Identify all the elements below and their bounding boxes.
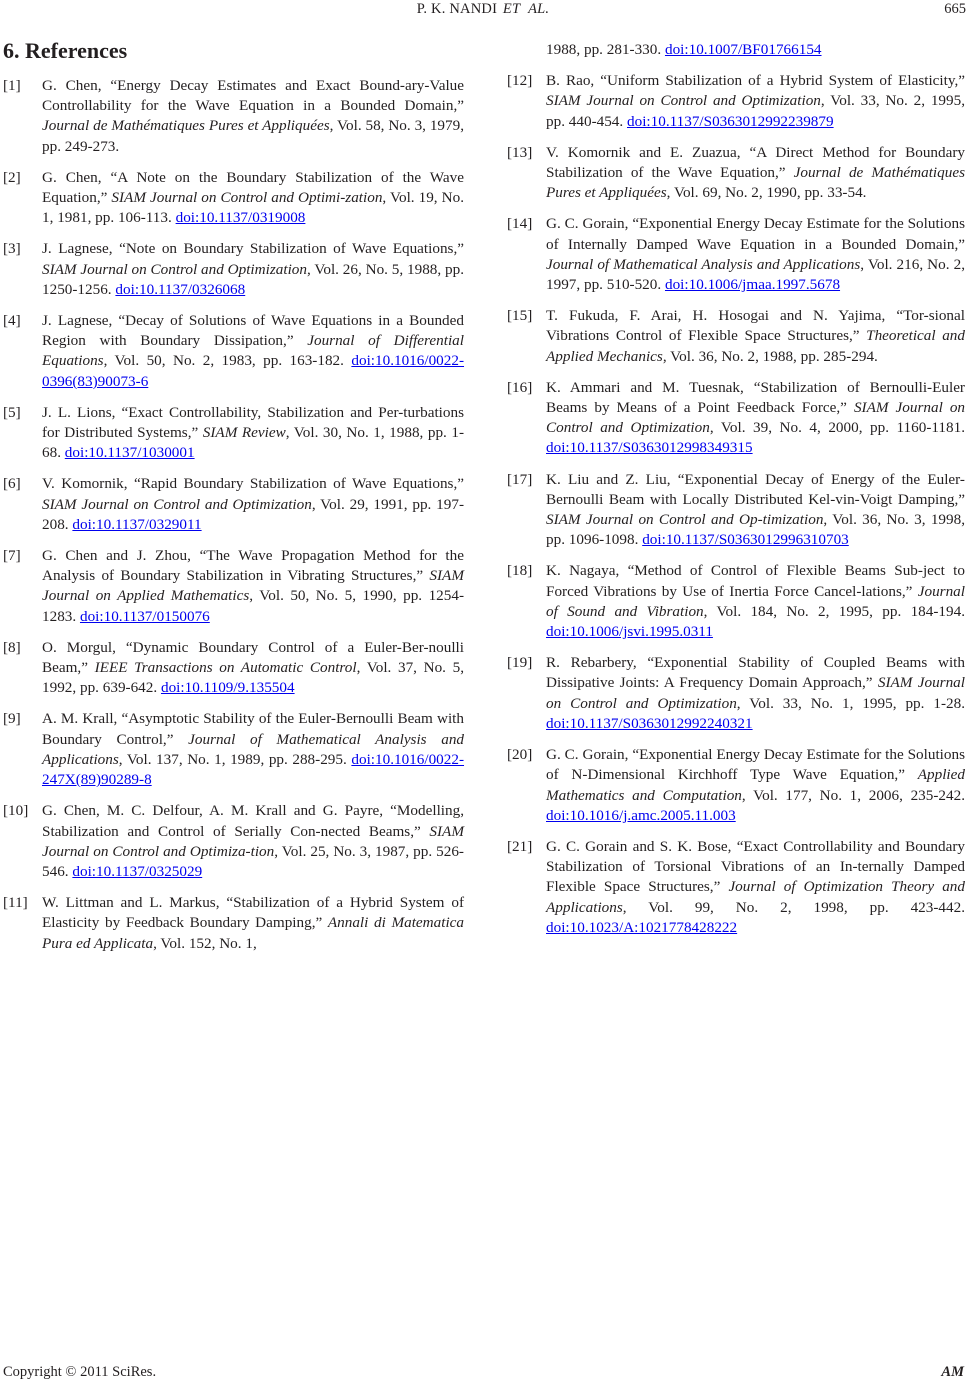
author-names: P. K. NANDI (416, 1, 498, 17)
journal-title: Journal of Differential Equations (42, 332, 464, 370)
copyright-notice: Copyright © 2011 SciRes. (3, 1364, 157, 1380)
reference-text (546, 214, 965, 295)
journal-title: Journal of Mathematical Analysis and Applications (42, 730, 465, 768)
reference-details: , Vol. 19, No. 1, 1981, pp. 106-113. (42, 189, 464, 227)
doi-link[interactable]: doi:10.1006/jmaa.1997.5678 (664, 276, 841, 294)
reference-details: , Vol. 177, No. 1, 2006, 235-242. (741, 786, 965, 804)
reference-text (546, 306, 965, 367)
reference-item (507, 71, 965, 132)
journal-title: Journal of Optimization Theory and Applications (546, 878, 965, 916)
reference-details: , Vol. 25, No. 3, 1987, pp. 526-546. (42, 842, 464, 880)
al-text: AL. (528, 1, 550, 17)
reference-citation: V. Komornik and E. Zuazua, “A Direct Method for Boundary Stabilization of the Wave Equation,” (546, 143, 965, 182)
doi-link[interactable]: doi:10.1137/0325029 (72, 862, 203, 880)
reference-item (3, 801, 464, 882)
reference-details: , Vol. 30, No. 1, 1988, pp. 1-68. (42, 424, 465, 462)
doi-link[interactable]: doi:10.1137/S0363012992239879 (627, 112, 834, 130)
doi-link[interactable]: doi:10.1137/0326068 (115, 280, 246, 298)
reference-text (42, 546, 464, 627)
reference-item (507, 561, 965, 642)
reference-details: , Vol. 50, No. 5, 1990, pp. 1254-1283. (42, 587, 464, 625)
doi-link[interactable]: doi:10.1137/S0363012992240321 (546, 714, 753, 732)
reference-item (3, 76, 464, 157)
reference-list-right (507, 71, 965, 938)
reference-item (507, 745, 965, 826)
journal-title: SIAM Journal on Control and Optimization (42, 495, 312, 513)
reference-item (507, 653, 965, 734)
reference-number: [14] (507, 215, 533, 233)
reference-item (507, 306, 965, 367)
reference-item (3, 474, 464, 535)
doi-link[interactable]: doi:10.1137/S0363012998349315 (546, 439, 753, 457)
journal-title: Journal de Mathématiques Pures et Appliquées (546, 164, 965, 202)
reference-text (546, 143, 965, 204)
reference-text (42, 893, 464, 954)
reference-text (42, 709, 464, 790)
reference-citation: G. Chen, “Energy Decay Estimates and Exact Bound-ary-Value Controllability for the Wave Equation in a Bounded Domain,” (42, 77, 464, 115)
doi-link[interactable]: doi:10.1137/S0363012996310703 (642, 531, 849, 549)
reference-text (42, 239, 464, 300)
reference-details: , Vol. 33, No. 2, 1995, pp. 440-454. (546, 92, 966, 130)
reference-number: [6] (3, 475, 21, 493)
reference-text (546, 561, 965, 642)
reference-text (42, 168, 464, 229)
page-number: 665 (944, 1, 966, 17)
reference-details: , Vol. 36, No. 2, 1988, pp. 285-294. (662, 347, 878, 365)
reference-citation: K. Ammari and M. Tuesnak, “Stabilization of Bernoulli-Euler Beams by Means of a Point Feedback Force,” (546, 378, 965, 417)
reference-details: , Vol. 36, No. 3, 1998, pp. 1096-1098. (546, 511, 966, 549)
reference-number: [21] (507, 837, 533, 855)
journal-title: IEEE Transactions on Automatic Control (94, 659, 357, 677)
journal-abbrev: AM (941, 1364, 964, 1380)
reference-number: [3] (3, 240, 21, 258)
reference-number: [10] (3, 802, 29, 820)
reference-citation: K. Nagaya, “Method of Control of Flexible Beams Sub-ject to Forced Vibrations by Use of Inertia Force Cancel-lations,” (546, 562, 965, 600)
reference-item (507, 837, 965, 938)
reference-details: , Vol. 216, No. 2, 1997, pp. 510-520. (546, 255, 966, 294)
section-title: 6. References (3, 38, 128, 63)
reference-details: , Vol. 33, No. 1, 1995, pp. 1-28. (736, 694, 965, 712)
reference-item (507, 470, 965, 551)
doi-link[interactable]: doi:10.1016/0022-0396(83)90073-6 (42, 352, 465, 390)
reference-text (546, 378, 965, 459)
journal-title: SIAM Journal on Control and Optimiza-tion (42, 822, 464, 860)
left-column (3, 37, 464, 965)
et-text: ET (502, 1, 521, 17)
journal-title: SIAM Review (202, 424, 286, 442)
journal-title: SIAM Journal on Control and Optimization (546, 399, 966, 437)
doi-link[interactable]: doi:10.1007/BF01766154 (664, 41, 822, 58)
reference-text (42, 403, 464, 464)
reference-citation: G. C. Gorain, “Exponential Energy Decay Estimate for the Solutions of Internally Damped Wave Equation in a Bounded Domain,” (546, 215, 965, 253)
journal-title: Journal of Sound and Vibration (546, 582, 965, 620)
journal-title: Theoretical and Applied Mechanics (546, 327, 965, 365)
reference-number: [19] (507, 654, 533, 672)
reference-number: [13] (507, 143, 533, 161)
doi-link[interactable]: doi:10.1137/0329011 (72, 515, 202, 533)
reference-citation: J. L. Lions, “Exact Controllability, Stabilization and Per-turbations for Distributed Systems,” (42, 403, 464, 442)
reference-text (42, 311, 464, 392)
reference-details: , Vol. 26, No. 5, 1988, pp. 1250-1256. (42, 260, 465, 298)
page-footer (0, 1364, 968, 1384)
reference-number: [20] (507, 746, 533, 764)
running-head-authors (0, 1, 968, 18)
journal-title: Journal of Mathematical Analysis and Applications (546, 255, 861, 273)
reference-details: , Vol. 50, No. 2, 1983, pp. 163-182. (103, 352, 344, 370)
doi-link[interactable]: doi:10.1137/0319008 (175, 209, 306, 227)
reference-details: , Vol. 29, 1991, pp. 197-208. (42, 495, 464, 533)
journal-title: SIAM Journal on Control and Op-timization (546, 511, 824, 529)
reference-item (3, 546, 464, 627)
journal-title: SIAM Journal on Control and Optimi-zation (111, 189, 383, 207)
reference-details: , Vol. 69, No. 2, 1990, pp. 33-54. (666, 184, 867, 202)
reference-item (3, 638, 464, 699)
reference-list-left (3, 76, 464, 954)
journal-title: SIAM Journal on Control and Optimization (546, 674, 965, 712)
reference-details: , Vol. 39, No. 4, 2000, pp. 1160-1181. (709, 419, 965, 437)
reference-details: , Vol. 184, No. 2, 1995, pp. 184-194. (703, 602, 965, 620)
reference-details: , Vol. 58, No. 3, 1979, pp. 249-273. (42, 117, 464, 155)
reference-item (3, 709, 464, 790)
doi-link[interactable]: doi:10.1137/1030001 (64, 444, 195, 462)
reference-citation: W. Littman and L. Markus, “Stabilization of a Hybrid System of Elasticity by Feedback Boundary Damping,” (42, 894, 464, 932)
reference-citation: G. Chen, “A Note on the Boundary Stabilization of the Wave Equation,” (42, 168, 464, 207)
reference-text (546, 837, 965, 938)
reference-details: , Vol. 152, No. 1, (153, 934, 257, 952)
reference-number: [18] (507, 562, 533, 580)
reference-item (507, 378, 965, 459)
reference-item (3, 403, 464, 464)
doi-link[interactable]: doi:10.1006/jsvi.1995.0311 (546, 623, 713, 641)
reference-item (3, 311, 464, 392)
reference-number: [16] (507, 378, 533, 396)
reference-item (507, 143, 965, 204)
journal-title: Journal de Mathématiques Pures et Appliquées (42, 117, 330, 135)
doi-link[interactable]: doi:10.1137/0150076 (79, 607, 210, 625)
reference-item (3, 168, 464, 229)
reference-details: , Vol. 37, No. 5, 1992, pp. 639-642. (42, 659, 465, 697)
right-column (507, 40, 965, 949)
reference-text (42, 801, 464, 882)
reference-citation: G. Chen and J. Zhou, “The Wave Propagation Method for the Analysis of Boundary Stabilization in Vibrating Structures,” (42, 547, 464, 585)
reference-citation: G. C. Gorain and S. K. Bose, “Exact Controllability and Boundary Stabilization of Torsional Vibrations of an In-ternally Damped Flexible Space Structures,” (546, 837, 965, 896)
journal-title: Annali di Matematica Pura ed Applicata (42, 914, 464, 952)
reference-text (42, 474, 464, 535)
reference-citation: G. Chen, M. C. Delfour, A. M. Krall and G. Payre, “Modelling, Stabilization and Control of Serially Con-nected Beams,” (42, 802, 464, 840)
reference-continuation (546, 40, 965, 60)
reference-citation: T. Fukuda, F. Arai, H. Hosogai and N. Yajima, “Tor-sional Vibrations Control of Flexible Space Structures,” (546, 307, 965, 345)
doi-link[interactable]: doi:10.1023/A:1021778428222 (546, 918, 738, 936)
reference-citation: B. Rao, “Uniform Stabilization of a Hybrid System of Elasticity,” (546, 72, 965, 90)
doi-link[interactable]: doi:10.1016/0022-247X(89)90289-8 (42, 750, 465, 789)
reference-number: [1] (3, 77, 21, 94)
reference-number: [17] (507, 470, 533, 488)
reference-text (546, 470, 965, 551)
reference-details: , Vol. 99, No. 2, 1998, pp. 423-442. (622, 898, 965, 916)
reference-citation: V. Komornik, “Rapid Boundary Stabilization of Wave Equations,” (42, 475, 464, 493)
reference-details: , Vol. 137, No. 1, 1989, pp. 288-295. (118, 750, 347, 768)
continuation-text: 1988, pp. 281-330. (546, 41, 662, 58)
reference-number: [4] (3, 312, 21, 330)
reference-citation: K. Liu and Z. Liu, “Exponential Decay of Energy of the Euler-Bernoulli Beam with Locally Distributed Kel-vin-Voigt Damping,” (546, 470, 965, 508)
doi-link[interactable]: doi:10.1016/j.amc.2005.11.003 (546, 806, 736, 824)
reference-text (42, 76, 464, 157)
reference-number: [9] (3, 710, 21, 728)
reference-citation: R. Rebarbery, “Exponential Stability of Coupled Beams with Dissipative Joints: A Frequency Domain Approach,” (546, 654, 965, 692)
reference-citation: G. C. Gorain, “Exponential Energy Decay Estimate for the Solutions of N-Dimensional Kirchhoff Type Wave Equation,” (546, 746, 965, 784)
reference-number: [11] (3, 894, 28, 912)
journal-title: SIAM Journal on Control and Optimization (42, 260, 307, 278)
reference-item (3, 239, 464, 300)
reference-citation: J. Lagnese, “Note on Boundary Stabilization of Wave Equations,” (42, 240, 464, 258)
reference-text (546, 745, 965, 826)
reference-number: [15] (507, 307, 533, 325)
journal-title: SIAM Journal on Applied Mathematics (42, 567, 464, 605)
reference-text (546, 653, 965, 734)
reference-item (3, 893, 464, 954)
reference-citation: A. M. Krall, “Asymptotic Stability of the Euler-Bernoulli Beam with Boundary Control,” (42, 710, 464, 748)
journal-title: Applied Mathematics and Computation (546, 766, 965, 804)
reference-citation: O. Morgul, “Dynamic Boundary Control of a Euler-Ber-noulli Beam,” (42, 638, 464, 677)
reference-text (42, 638, 464, 699)
doi-link[interactable]: doi:10.1109/9.135504 (160, 679, 295, 697)
reference-number: [8] (3, 638, 21, 656)
journal-title: SIAM Journal on Control and Optimization (546, 92, 821, 110)
reference-citation: J. Lagnese, “Decay of Solutions of Wave Equations in a Bounded Region with Boundary Dissipation,” (42, 312, 464, 350)
reference-number: [2] (3, 168, 21, 186)
reference-number: [5] (3, 403, 21, 421)
reference-number: [12] (507, 72, 533, 90)
reference-number: [7] (3, 547, 21, 565)
running-head (0, 0, 968, 20)
reference-text (546, 71, 965, 132)
reference-item (507, 214, 965, 295)
